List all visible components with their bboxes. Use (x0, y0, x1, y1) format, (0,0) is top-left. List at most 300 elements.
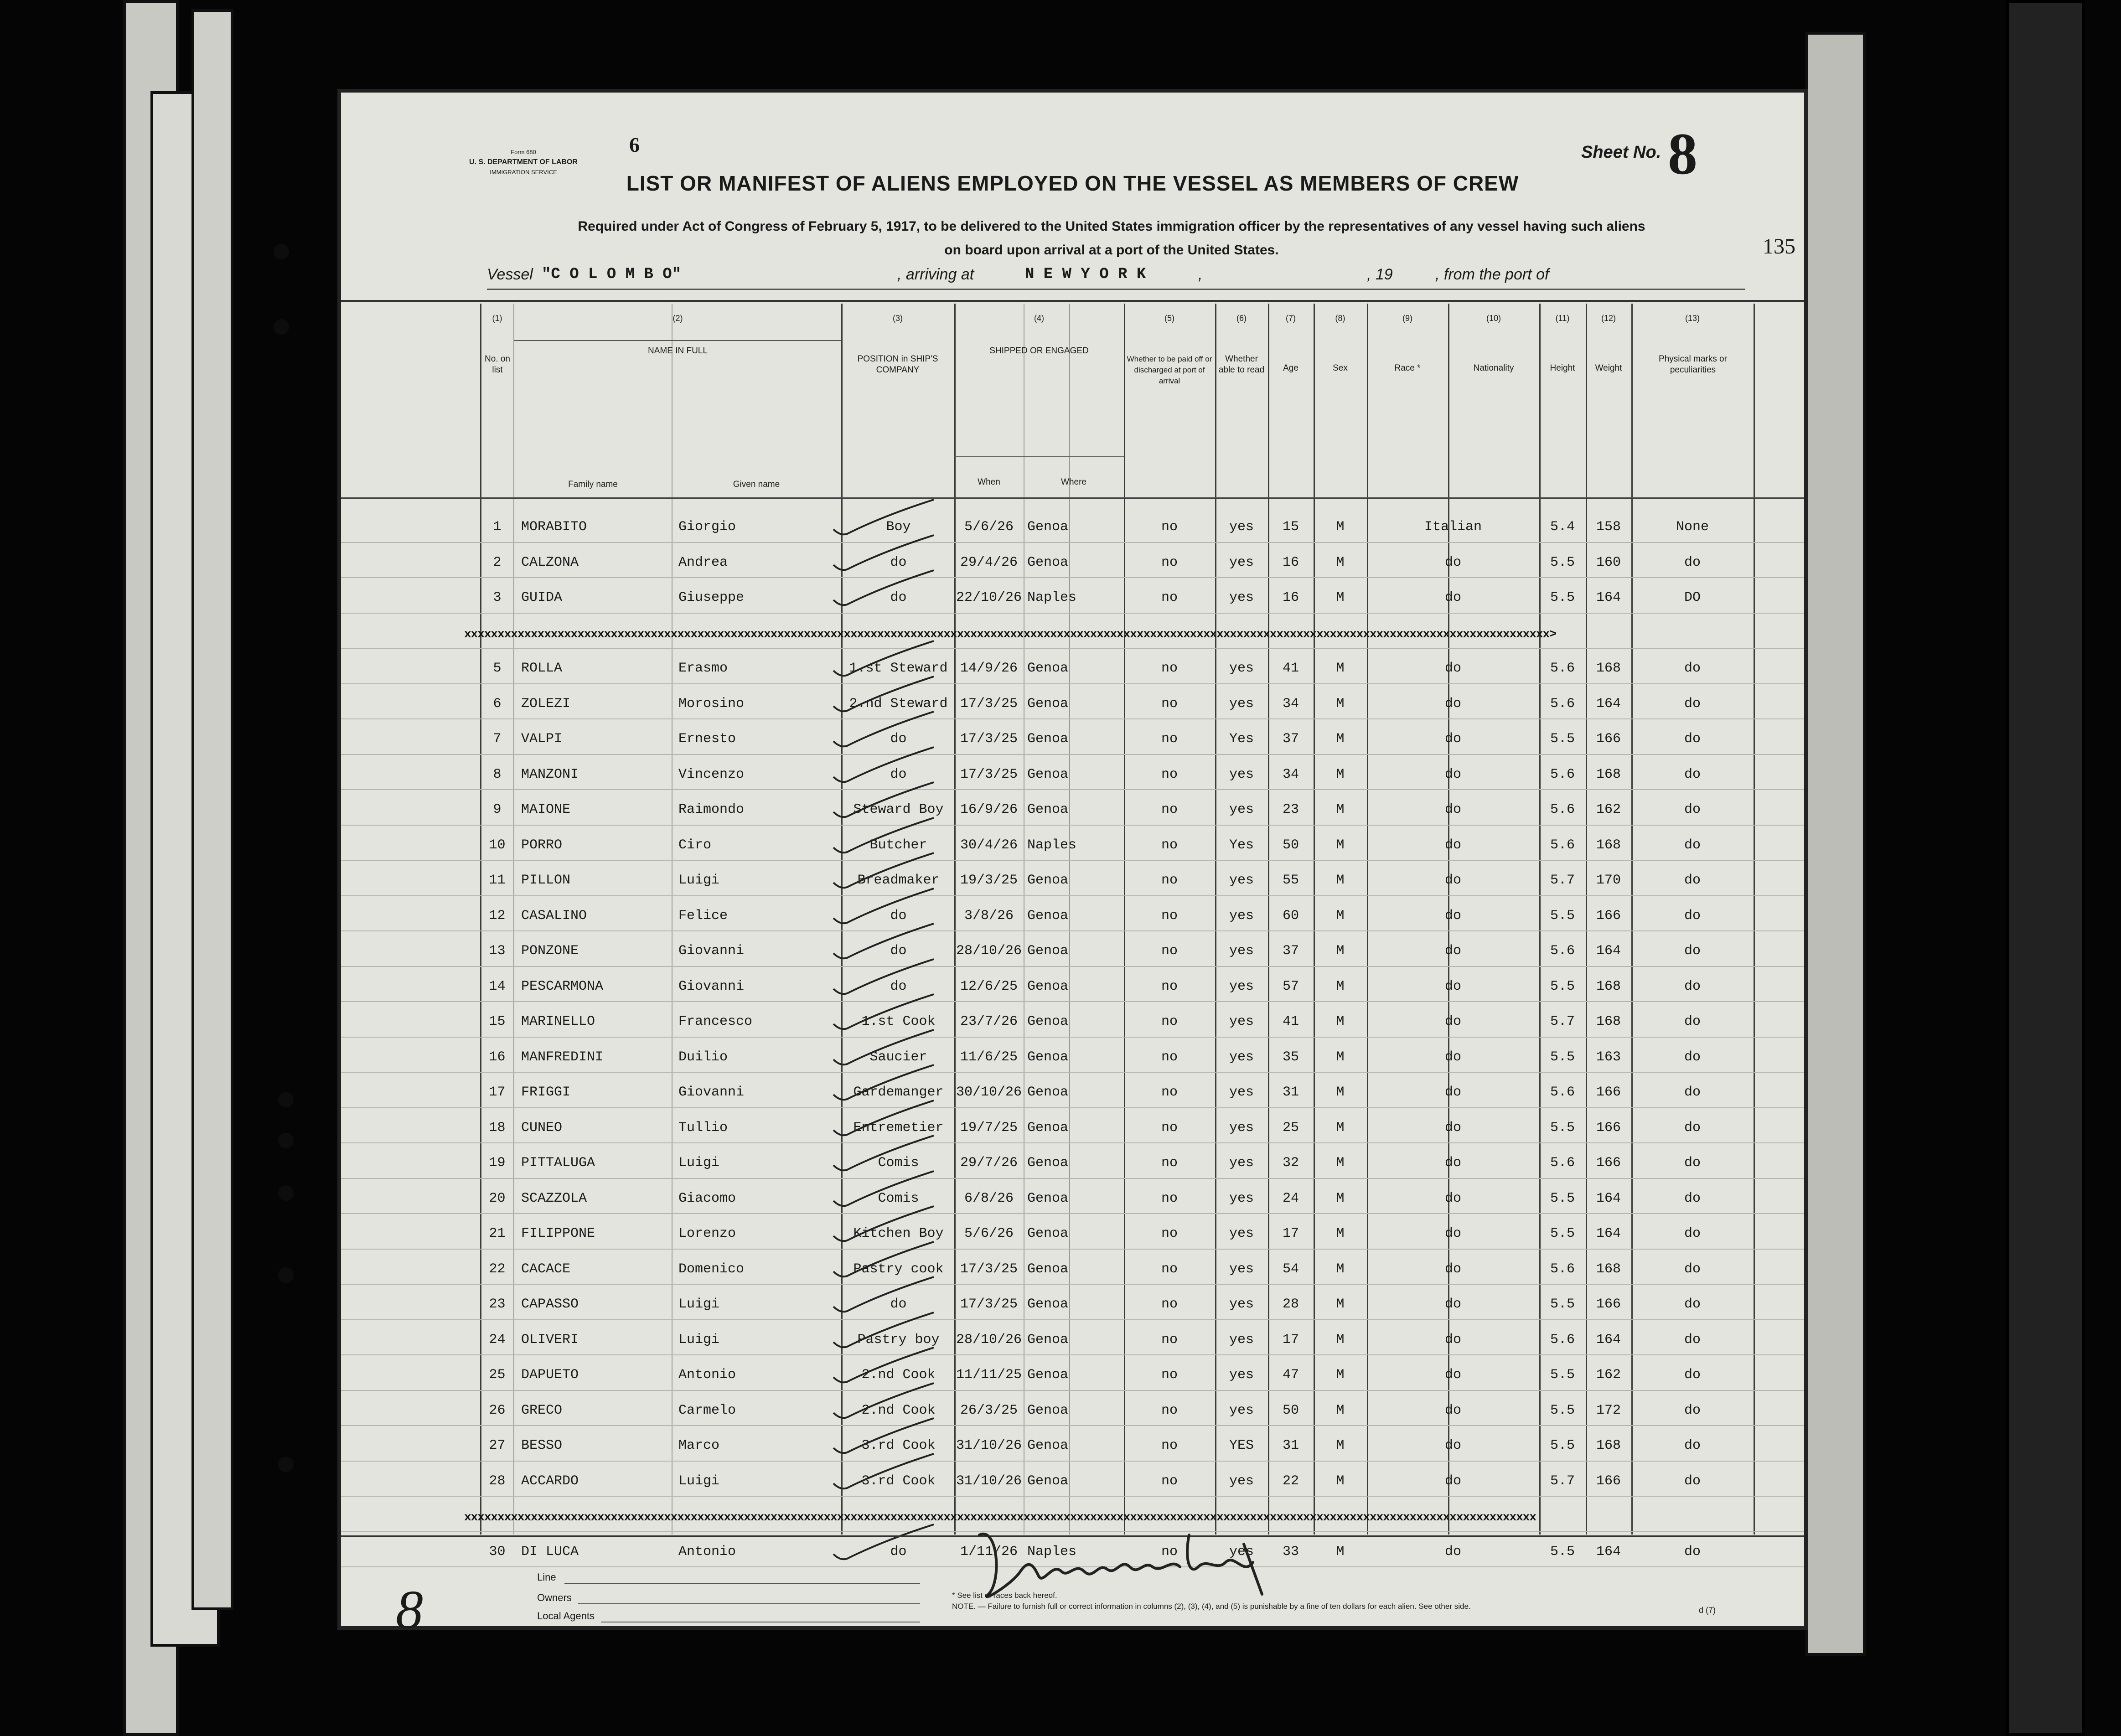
cell-height: 5.5 (1550, 1438, 1575, 1453)
cell-height: 5.6 (1550, 696, 1575, 712)
cell-position: 2.nd Cook (861, 1367, 936, 1383)
cell-sex: M (1336, 519, 1345, 535)
cell-position: Boy (886, 519, 911, 535)
cell-when: 11/6/25 (960, 1049, 1018, 1065)
handwritten-number: 8 (396, 1579, 423, 1640)
cell-sex: M (1336, 1049, 1345, 1065)
cell-when: 6/8/26 (964, 1190, 1014, 1206)
cell-given-name: Carmelo (678, 1402, 736, 1418)
cell-able-to-read: yes (1229, 1332, 1254, 1348)
cell-weight: 166 (1596, 1085, 1621, 1100)
cell-where: Genoa (1027, 802, 1069, 817)
cell-no: 25 (489, 1367, 506, 1383)
cell-position: Entremetier (853, 1120, 944, 1136)
table-row (341, 1284, 1804, 1319)
binder-hole (278, 1133, 294, 1148)
table-row (341, 1354, 1804, 1390)
cell-when: 5/6/26 (964, 1226, 1014, 1241)
cell-given-name: Giuseppe (678, 590, 745, 605)
cell-physical-marks: do (1684, 696, 1701, 712)
cell-when: 26/3/25 (960, 1402, 1018, 1418)
cell-when: 11/11/25 (956, 1367, 1022, 1383)
cell-paid-off: no (1161, 519, 1178, 535)
cell-race: do (1444, 696, 1461, 712)
cell-race: do (1444, 1190, 1461, 1206)
cell-physical-marks: do (1684, 837, 1701, 853)
cell-no: 7 (493, 731, 502, 747)
cell-weight: 166 (1596, 1473, 1621, 1489)
cell-paid-off: no (1161, 943, 1178, 959)
table-row (341, 754, 1804, 789)
cell-when: 12/6/25 (960, 978, 1018, 994)
cell-physical-marks: do (1684, 873, 1701, 888)
cell-race: do (1444, 1332, 1461, 1348)
cell-weight: 166 (1596, 908, 1621, 924)
cell-position: 1.st Steward (849, 661, 948, 676)
cell-height: 5.5 (1550, 1544, 1575, 1560)
cell-weight: 168 (1596, 1438, 1621, 1453)
cell-paid-off: no (1161, 802, 1178, 817)
cell-position: Saucier (869, 1049, 927, 1065)
cell-height: 5.5 (1550, 978, 1575, 994)
cell-able-to-read: yes (1229, 1190, 1254, 1206)
table-row (341, 1107, 1804, 1142)
cell-when: 30/10/26 (956, 1085, 1022, 1100)
cell-position: Comis (878, 1155, 919, 1171)
cell-where: Naples (1027, 590, 1077, 605)
cell-height: 5.6 (1550, 943, 1575, 959)
cell-no: 11 (489, 873, 506, 888)
cell-given-name: Lorenzo (678, 1226, 736, 1241)
cell-physical-marks: do (1684, 1014, 1701, 1029)
cell-race: do (1444, 766, 1461, 782)
cell-position: 2.nd Steward (849, 696, 948, 712)
sheet-footer (341, 1535, 1804, 1640)
cell-position: 1.st Cook (861, 1014, 936, 1029)
cell-able-to-read: yes (1229, 661, 1254, 676)
cell-age: 54 (1282, 1261, 1299, 1277)
header-sex: Sex (1333, 363, 1348, 373)
cell-physical-marks: do (1684, 978, 1701, 994)
cell-weight: 164 (1596, 1332, 1621, 1348)
table-row (341, 825, 1804, 860)
check-mark-icon (829, 1028, 938, 1069)
cell-sex: M (1336, 766, 1345, 782)
cell-position: 2.nd Cook (861, 1402, 936, 1418)
arriving-label: , arriving at (897, 266, 974, 283)
race-footnote: * See list of races back hereof. (952, 1591, 1057, 1600)
column-number: (6) (1236, 314, 1247, 323)
check-mark-icon (829, 745, 938, 786)
cell-given-name: Luigi (678, 1155, 720, 1171)
cell-sex: M (1336, 590, 1345, 605)
cell-given-name: Giorgio (678, 519, 736, 535)
cell-when: 29/7/26 (960, 1155, 1018, 1171)
cell-able-to-read: yes (1229, 1014, 1254, 1029)
cell-where: Naples (1027, 837, 1077, 853)
cell-sex: M (1336, 554, 1345, 570)
cell-able-to-read: yes (1229, 766, 1254, 782)
cell-age: 15 (1282, 519, 1299, 535)
cell-family-name: GRECO (521, 1402, 563, 1418)
arrival-port: N E W Y O R K (1025, 266, 1146, 283)
cell-where: Genoa (1027, 766, 1069, 782)
cell-able-to-read: yes (1229, 1049, 1254, 1065)
column-number: (10) (1486, 314, 1501, 323)
column-number: (1) (492, 314, 502, 323)
check-mark-icon (829, 921, 938, 962)
cell-sex: M (1336, 696, 1345, 712)
cell-sex: M (1336, 1297, 1345, 1312)
cell-age: 33 (1282, 1544, 1299, 1560)
table-row (341, 1461, 1804, 1496)
cell-physical-marks: do (1684, 1120, 1701, 1136)
cell-given-name: Andrea (678, 554, 728, 570)
cell-sex: M (1336, 837, 1345, 853)
cell-able-to-read: Yes (1229, 731, 1254, 747)
vessel-label: Vessel (487, 266, 533, 283)
cell-when: 23/7/26 (960, 1014, 1018, 1029)
cell-race: do (1444, 837, 1461, 853)
cell-physical-marks: do (1684, 908, 1701, 924)
cell-position: do (890, 554, 907, 570)
cell-position: do (890, 908, 907, 924)
cell-age: 28 (1282, 1297, 1299, 1312)
cell-physical-marks: do (1684, 1438, 1701, 1453)
binder-hole (278, 1092, 294, 1107)
cell-physical-marks: do (1684, 1085, 1701, 1100)
cell-given-name: Tullio (678, 1120, 728, 1136)
header-able-to-read: Whether able to read (1218, 354, 1265, 375)
cell-height: 5.6 (1550, 1085, 1575, 1100)
cell-position: do (890, 1544, 907, 1560)
cell-where: Genoa (1027, 1332, 1069, 1348)
cell-paid-off: no (1161, 873, 1178, 888)
cell-weight: 170 (1596, 873, 1621, 888)
manifest-title: LIST OR MANIFEST OF ALIENS EMPLOYED ON THE VESSEL AS MEMBERS OF CREW (626, 171, 1519, 195)
cell-race: do (1444, 554, 1461, 570)
cell-paid-off: no (1161, 1085, 1178, 1100)
cell-given-name: Giovanni (678, 1085, 745, 1100)
binder-hole (278, 1185, 294, 1201)
cell-position: Steward Boy (853, 802, 944, 817)
cell-paid-off: no (1161, 1438, 1178, 1453)
cell-able-to-read: yes (1229, 1473, 1254, 1489)
cell-no: 16 (489, 1049, 506, 1065)
column-number: (11) (1555, 314, 1570, 323)
cell-given-name: Luigi (678, 873, 720, 888)
cell-age: 57 (1282, 978, 1299, 994)
cell-able-to-read: yes (1229, 1297, 1254, 1312)
cell-when: 31/10/26 (956, 1473, 1022, 1489)
header-name-in-full: NAME IN FULL (648, 346, 708, 356)
cell-weight: 166 (1596, 1155, 1621, 1171)
cell-sex: M (1336, 1332, 1345, 1348)
cell-paid-off: no (1161, 766, 1178, 782)
cell-age: 34 (1282, 766, 1299, 782)
cell-race: do (1444, 1226, 1461, 1241)
cell-family-name: MANFREDINI (521, 1049, 604, 1065)
table-row (341, 613, 1804, 648)
cell-family-name: CALZONA (521, 554, 579, 570)
cell-given-name: Giacomo (678, 1190, 736, 1206)
cell-sex: M (1336, 1544, 1345, 1560)
header-when: When (978, 477, 1000, 487)
cell-race: do (1444, 661, 1461, 676)
column-number: (9) (1402, 314, 1412, 323)
cell-where: Genoa (1027, 1226, 1069, 1241)
cell-weight: 168 (1596, 1261, 1621, 1277)
check-mark-icon (829, 709, 938, 750)
cell-physical-marks: do (1684, 661, 1701, 676)
cell-where: Genoa (1027, 1049, 1069, 1065)
cell-race: do (1444, 1367, 1461, 1383)
cell-where: Genoa (1027, 908, 1069, 924)
cell-height: 5.5 (1550, 1120, 1575, 1136)
cell-physical-marks: do (1684, 1049, 1701, 1065)
table-row (341, 1319, 1804, 1354)
cell-sex: M (1336, 943, 1345, 959)
cell-weight: 166 (1596, 1120, 1621, 1136)
cell-position: do (890, 1297, 907, 1312)
cell-sex: M (1336, 1367, 1345, 1383)
cell-family-name: PILLON (521, 873, 571, 888)
column-number: (8) (1335, 314, 1345, 323)
cell-height: 5.6 (1550, 1332, 1575, 1348)
cell-no: 23 (489, 1297, 506, 1312)
cell-height: 5.5 (1550, 1367, 1575, 1383)
cell-able-to-read: yes (1229, 943, 1254, 959)
manifest-subtitle (478, 215, 1745, 262)
cell-paid-off: no (1161, 1014, 1178, 1029)
cell-no: 13 (489, 943, 506, 959)
check-mark-icon (829, 1098, 938, 1139)
cell-no: 5 (493, 661, 502, 676)
cell-position: Gardemanger (853, 1085, 944, 1100)
cell-no: 1 (493, 519, 502, 535)
cell-sex: M (1336, 1261, 1345, 1277)
cell-race: do (1444, 908, 1461, 924)
cell-able-to-read: yes (1229, 1085, 1254, 1100)
cell-sex: M (1336, 1014, 1345, 1029)
cell-weight: 172 (1596, 1402, 1621, 1418)
line-field (564, 1583, 920, 1584)
cell-race: do (1444, 802, 1461, 817)
check-mark-icon (829, 816, 938, 857)
cell-when: 3/8/26 (964, 908, 1014, 924)
cell-when: 19/3/25 (960, 873, 1018, 888)
cell-no: 19 (489, 1155, 506, 1171)
cell-paid-off: no (1161, 731, 1178, 747)
cell-physical-marks: do (1684, 731, 1701, 747)
cell-age: 37 (1282, 943, 1299, 959)
cell-able-to-read: yes (1229, 1120, 1254, 1136)
cell-physical-marks: do (1684, 943, 1701, 959)
cell-paid-off: no (1161, 590, 1178, 605)
check-mark-icon (829, 992, 938, 1033)
cell-height: 5.5 (1550, 1297, 1575, 1312)
cell-given-name: Francesco (678, 1014, 753, 1029)
cell-race: do (1444, 1261, 1461, 1277)
header-weight: Weight (1595, 363, 1622, 373)
cell-position: Pastry boy (857, 1332, 940, 1348)
header-shipped: SHIPPED OR ENGAGED (989, 346, 1089, 356)
cell-weight: 164 (1596, 943, 1621, 959)
cell-age: 22 (1282, 1473, 1299, 1489)
cell-family-name: OLIVERI (521, 1332, 579, 1348)
cell-able-to-read: yes (1229, 590, 1254, 605)
column-number: (3) (893, 314, 903, 323)
cell-weight: 166 (1596, 1297, 1621, 1312)
cell-weight: 163 (1596, 1049, 1621, 1065)
cell-when: 17/3/25 (960, 1297, 1018, 1312)
cell-race: do (1444, 1402, 1461, 1418)
cell-sex: M (1336, 1402, 1345, 1418)
cell-height: 5.6 (1550, 661, 1575, 676)
cell-where: Genoa (1027, 1155, 1069, 1171)
cell-position: 3.rd Cook (861, 1438, 936, 1453)
cell-position: Breadmaker (857, 873, 940, 888)
cell-when: 22/10/26 (956, 590, 1022, 605)
cell-no: 14 (489, 978, 506, 994)
table-row (341, 1390, 1804, 1425)
crew-table (341, 304, 1804, 1560)
cell-when: 30/4/26 (960, 837, 1018, 853)
cell-sex: M (1336, 1226, 1345, 1241)
table-row (341, 1072, 1804, 1107)
cell-race: do (1444, 873, 1461, 888)
cell-no: 28 (489, 1473, 506, 1489)
cell-sex: M (1336, 731, 1345, 747)
cell-age: 23 (1282, 802, 1299, 817)
service-name: IMMIGRATION SERVICE (490, 169, 557, 176)
table-row (341, 718, 1804, 754)
cell-family-name: SCAZZOLA (521, 1190, 587, 1206)
cell-race: do (1444, 590, 1461, 605)
cell-family-name: MORABITO (521, 519, 587, 535)
cell-given-name: Domenico (678, 1261, 745, 1277)
cell-given-name: Marco (678, 1438, 720, 1453)
cell-race: Italian (1424, 519, 1482, 535)
cell-when: 17/3/25 (960, 696, 1018, 712)
cell-position: Pastry cook (853, 1261, 944, 1277)
cell-physical-marks: do (1684, 1332, 1701, 1348)
cell-physical-marks: do (1684, 1155, 1701, 1171)
table-row (341, 1425, 1804, 1460)
check-mark-icon (829, 1240, 938, 1281)
cell-age: 60 (1282, 908, 1299, 924)
cell-no: 26 (489, 1402, 506, 1418)
cell-height: 5.5 (1550, 1190, 1575, 1206)
cell-given-name: Giovanni (678, 943, 745, 959)
cell-no: 2 (493, 554, 502, 570)
table-row (341, 1178, 1804, 1213)
check-mark-icon (829, 1381, 938, 1422)
cell-weight: 168 (1596, 978, 1621, 994)
cell-when: 28/10/26 (956, 1332, 1022, 1348)
cell-age: 16 (1282, 590, 1299, 605)
cell-where: Genoa (1027, 731, 1069, 747)
binder-hole (274, 319, 289, 335)
cell-age: 50 (1282, 1402, 1299, 1418)
cell-age: 47 (1282, 1367, 1299, 1383)
cell-race: do (1444, 1297, 1461, 1312)
sheet-header (341, 93, 1804, 300)
form-number: Form 680 (511, 149, 536, 155)
cell-where: Genoa (1027, 1367, 1069, 1383)
page-mark: 6 (629, 133, 640, 156)
cell-given-name: Ciro (678, 837, 712, 853)
cell-weight: 164 (1596, 1226, 1621, 1241)
cell-height: 5.5 (1550, 731, 1575, 747)
cell-where: Genoa (1027, 1014, 1069, 1029)
cell-race: do (1444, 1473, 1461, 1489)
cell-able-to-read: Yes (1229, 837, 1254, 853)
header-separator (341, 300, 1804, 302)
sheet-number: 8 (1668, 121, 1697, 187)
table-row (341, 683, 1804, 718)
cell-where: Genoa (1027, 978, 1069, 994)
cell-weight: 164 (1596, 1544, 1621, 1560)
cell-sex: M (1336, 1473, 1345, 1489)
cell-race: do (1444, 1155, 1461, 1171)
cell-given-name: Vincenzo (678, 766, 745, 782)
cell-able-to-read: yes (1229, 1261, 1254, 1277)
cell-paid-off: no (1161, 1120, 1178, 1136)
cell-given-name: Felice (678, 908, 728, 924)
cell-able-to-read: yes (1229, 802, 1254, 817)
cell-position: do (890, 590, 907, 605)
cell-when: 29/4/26 (960, 554, 1018, 570)
check-mark-icon (829, 1133, 938, 1174)
cell-where: Genoa (1027, 1402, 1069, 1418)
cell-physical-marks: do (1684, 1261, 1701, 1277)
cell-where: Genoa (1027, 1120, 1069, 1136)
struck-out-entry: xxxxxxxxxxxxxxxxxxxxxxxxxxxxxxxxxxxxxxxxxxxxxxxxxxxxxxxxxxxxxxxxxxxxxxxxxxxxxxxxxxxxxxxxxxxxxxxxxxxxxxxxxxxxxxxxxxxxxxxxxxxxxxxxxxxxxxxxxxxxxxxxxxxxxxxxxxxxxxxxx (464, 1510, 1536, 1521)
cell-family-name: DAPUETO (521, 1367, 579, 1383)
cell-family-name: BESSO (521, 1438, 563, 1453)
header-subrule (954, 456, 1124, 457)
struck-out-entry: xxxxxxxxxxxxxxxxxxxxxxxxxxxxxxxxxxxxxxxxxxxxxxxxxxxxxxxxxxxxxxxxxxxxxxxxxxxxxxxxxxxxxxxxxxxxxxxxxxxxxxxxxxxxxxxxxxxxxxxxxxxxxxxxxxxxxxxxxxxxxxxxxxxxxxxxxxxxxxxxxxx> (464, 627, 1556, 638)
cell-where: Genoa (1027, 1473, 1069, 1489)
check-mark-icon (829, 1169, 938, 1210)
check-mark-icon (829, 533, 938, 574)
cell-when: 17/3/25 (960, 731, 1018, 747)
cell-no: 27 (489, 1438, 506, 1453)
cell-when: 17/3/25 (960, 1261, 1018, 1277)
check-mark-icon (829, 639, 938, 680)
cell-sex: M (1336, 1155, 1345, 1171)
table-row (341, 1249, 1804, 1284)
cell-weight: 166 (1596, 731, 1621, 747)
header-no-on-list: No. on list (485, 354, 510, 375)
cell-when: 17/3/25 (960, 766, 1018, 782)
table-row (341, 648, 1804, 683)
table-row (341, 1213, 1804, 1248)
cell-age: 50 (1282, 837, 1299, 853)
cell-able-to-read: yes (1229, 1155, 1254, 1171)
vessel-line (487, 266, 1745, 290)
cell-no: 3 (493, 590, 502, 605)
cell-able-to-read: yes (1229, 908, 1254, 924)
cell-where: Genoa (1027, 873, 1069, 888)
cell-paid-off: no (1161, 1190, 1178, 1206)
cell-weight: 160 (1596, 554, 1621, 570)
cell-sex: M (1336, 1085, 1345, 1100)
cell-physical-marks: do (1684, 1226, 1701, 1241)
cell-where: Genoa (1027, 661, 1069, 676)
binder-page-edge (2006, 0, 2085, 1736)
